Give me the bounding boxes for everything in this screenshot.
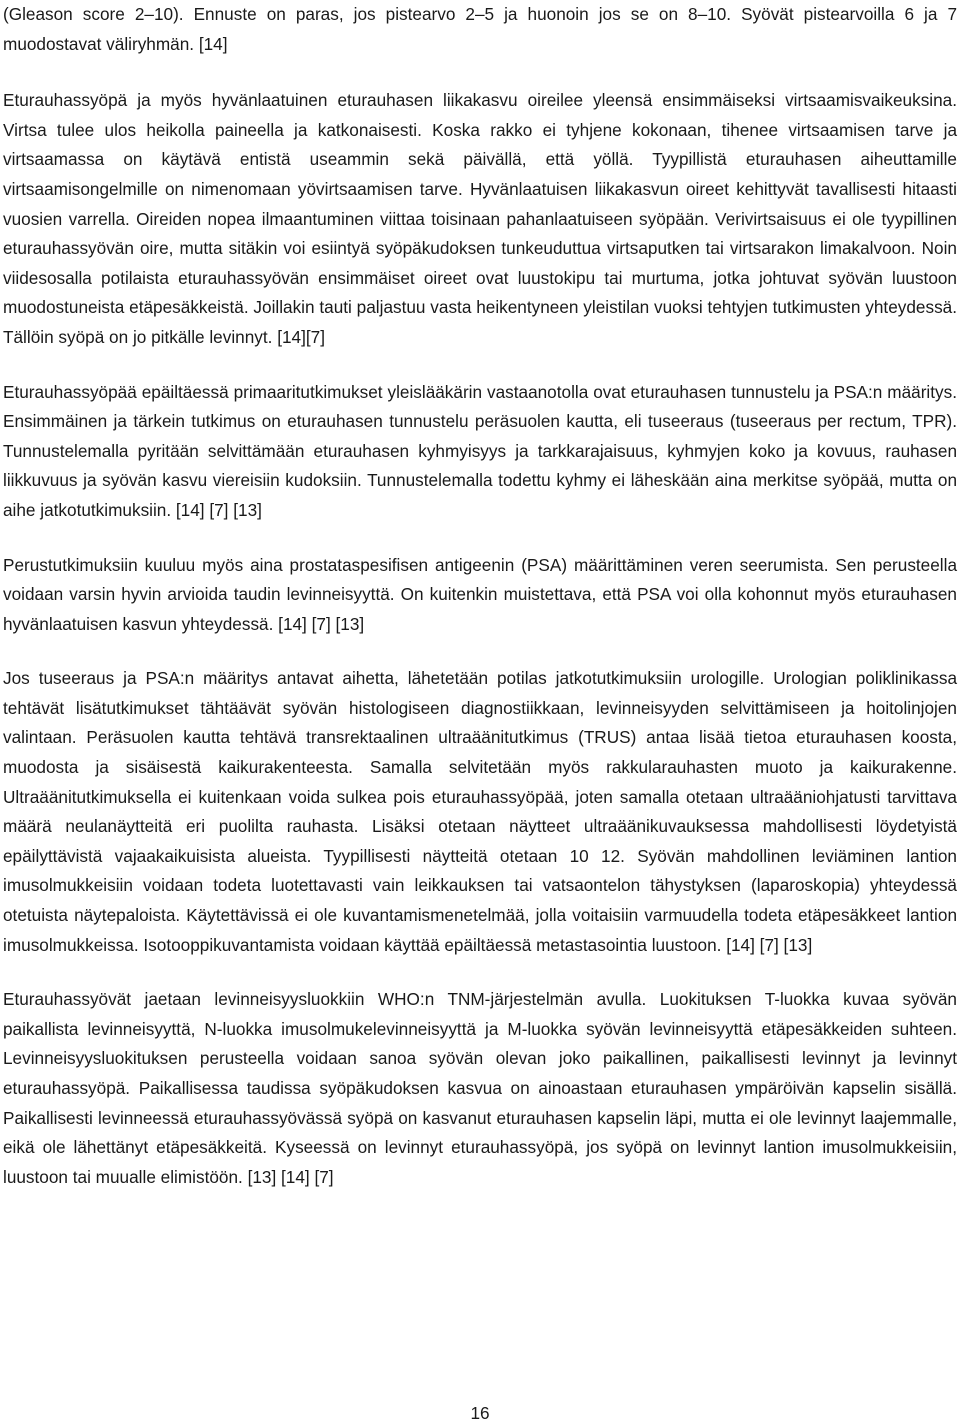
paragraph-further-examinations: Jos tuseeraus ja PSA:n määritys antavat aihetta, lähetetään potilas jatkotutkimuksiin urologille. Urologian poliklinikassa tehtävät lisätutkimukset tähtäävät syövän histologiseen diagnostiikkaan, levinneisyyden selvittämiseen ja hoitolinjojen valintaan. Peräsuolen kautta tehtävä transrektaalinen ultraäänitutkimus (TRUS) antaa lisää tietoa eturauhasen koosta, muodosta ja sisäisestä kaikurakenteesta. Samalla selvitetään myös rakkularauhasten muoto ja kaikurakenne. Ultraäänitutkimuksella ei kuitenkaan voida sulkea pois eturauhassyöpää, joten samalla otetaan ultraääniohjatusti tarvittava määrä neulanäytteitä eri puolilta rauhasta. Lisäksi otetaan näytteet ultraäänikuvauksessa mahdollisesti löydetyistä epäilyttävistä vajaakaikuisista alueista. Tyypillisesti näytteitä otetaan 10 12. Syövän mahdollinen leviäminen lantion imusolmukkeisiin voidaan todeta luotettavasti vain leikkauksen tai vatsaontelon tähystyksen (laparoskopia) yhteydessä otetuista näytepaloista. Käytettävissä ei ole kuvantamismenetelmää, jolla voitaisiin varmuudella todeta etäpesäkkeet lantion imusolmukkeissa. Isotooppikuvantamista voidaan käyttää epäiltäessä metastasointia luustoon. [14] [7] [13] — [3, 668, 957, 955]
paragraph-symptoms: Eturauhassyöpä ja myös hyvänlaatuinen eturauhasen liikakasvu oireilee yleensä ensimmäiseksi virtsaamisvaikeuksina. Virtsa tulee ulos heikolla paineella ja katkonaisesti. Koska rakko ei tyhjene kokonaan, tihenee virtsaamisen tarve ja virtsaamassa on käytävä entistä useammin sekä päivällä, että yöllä. Tyypillistä eturauhasen aiheuttamille virtsaamisongelmille on nimenomaan yövirtsaamisen tarve. Hyvänlaatuisen liikakasvun oireet kehittyvät tavallisesti hitaasti vuosien varrella. Oireiden nopea ilmaantuminen viittaa toisinaan pahanlaatuiseen syöpään. Verivirtsaisuus ei ole tyypillinen eturauhassyövän oire, mutta sitäkin voi esiintyä syöpäkudoksen tunkeuduttua virtsaputken tai virtsarakon limakalvoon. Noin viidesosalla potilaista eturauhassyövän ensimmäiset oireet ovat luustokipu tai murtuma, jotka johtuvat syövän luustoon muodostuneista etäpesäkkeistä. Joillakin tauti paljastuu vasta heikentyneen yleistilan vuoksi tehtyjen tutkimusten yhteydessä. Tällöin syöpä on jo pitkälle levinnyt. [14][7] — [3, 90, 957, 347]
paragraph-psa: Perustutkimuksiin kuuluu myös aina prostataspesifisen antigeenin (PSA) määrittäminen veren seerumista. Sen perusteella voidaan varsin hyvin arvioida taudin levinneisyyttä. On kuitenkin muistettava, että PSA voi olla kohonnut myös eturauhasen hyvänlaatuisen kasvun yhteydessä. [14] [7] [13] — [3, 554, 957, 634]
paragraph-tnm-classification: Eturauhassyövät jaetaan levinneisyysluokkiin WHO:n TNM-järjestelmän avulla. Luokituksen T-luokka kuvaa syövän paikallista levinneisyyttä, N-luokka imusolmukelevinneisyyttä ja M-luokka syövän levinneisyyttä etäpesäkkeiden suhteen. Levinneisyysluokituksen perusteella voidaan sanoa syövän olevan joko paikallinen, paikallisesti levinnyt ja levinnyt eturauhassyöpä. Paikallisessa taudissa syöpäkudoksen kasvua on ainoastaan eturauhasen ympäröivän kapselin sisällä. Paikallisesti levinneessä eturauhassyövässä syöpä on kasvanut eturauhasen kapselin läpi, mutta ei ole levinnyt laajemmalle, eikä ole lähettänyt etäpesäkkeitä. Kyseessä on levinnyt eturauhassyöpä, jos syöpä on levinnyt lantion imusolmukkeisiin, luustoon tai muualle elimistöön. [13] [14] [7] — [3, 989, 957, 1187]
paragraph-primary-examinations: Eturauhassyöpää epäiltäessä primaaritutkimukset yleislääkärin vastaanotolla ovat eturauhasen tunnustelu ja PSA:n määritys. Ensimmäinen ja tärkein tutkimus on eturauhasen tunnustelu peräsuolen kautta, eli tuseeraus (tuseeraus per rectum, TPR). Tunnustelemalla pyritään selvittämään eturauhasen kyhmyisyys ja tarkkarajaisuus, kyhmyjen koko ja kovuus, rauhasen liikkuvuus ja syövän kasvu viereisiin kudoksiin. Tunnustelemalla todettu kyhmy ei läheskään aina merkitse syöpää, mutta on aihe jatkotutkimuksiin. [14] [7] [13] — [3, 381, 957, 520]
page-number: 16 — [470, 1403, 490, 1423]
document-body — [3, 0, 957, 1217]
paragraph-gleason: (Gleason score 2–10). Ennuste on paras, jos pistearvo 2–5 ja huonoin jos se on 8–10. Syövät pistearvoilla 6 ja 7 muodostavat väliryhmän. [14] — [3, 4, 957, 54]
